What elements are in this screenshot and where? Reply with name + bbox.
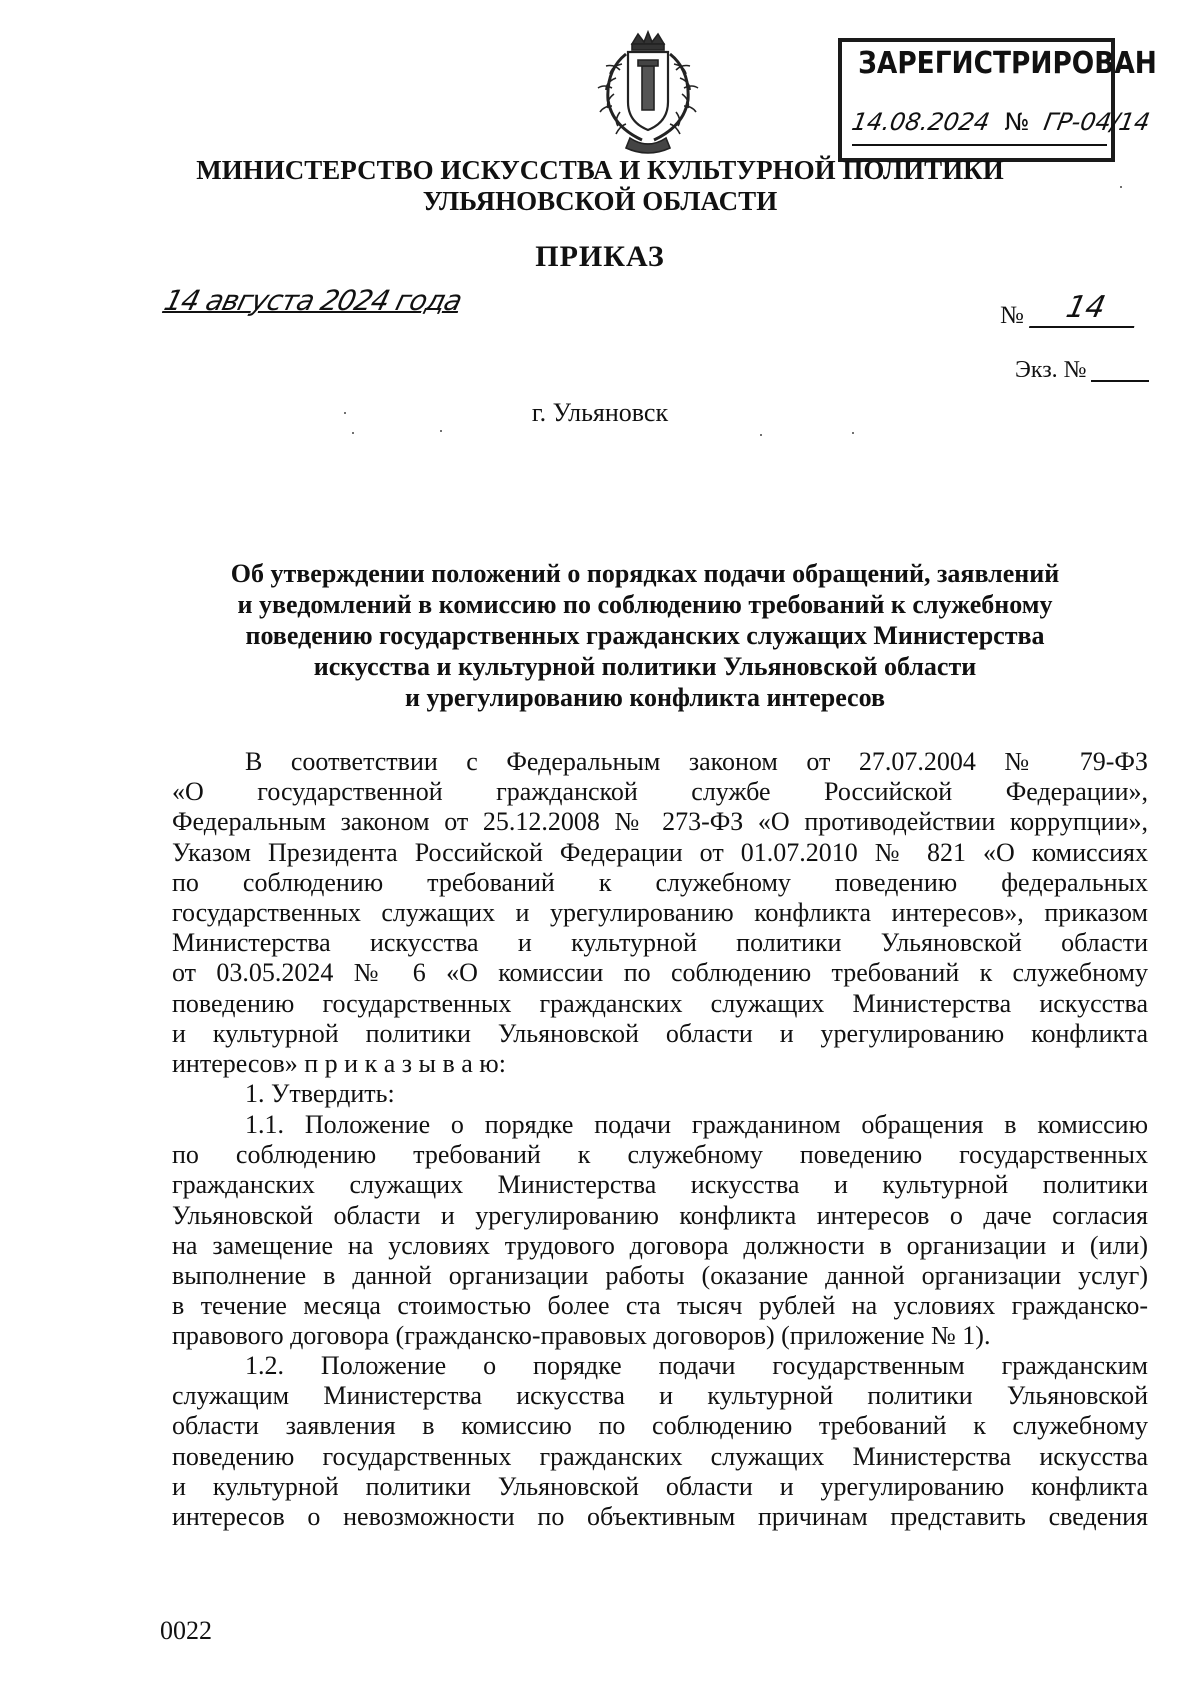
stamp-date: 14.08.2024 xyxy=(849,108,992,136)
body-paragraph-item-1-2 xyxy=(172,1351,1148,1532)
coat-of-arms-emblem xyxy=(592,30,704,158)
scan-speck xyxy=(440,430,442,432)
body-line: 1.2. Положение о порядке подачи государственным гражданским xyxy=(245,1351,1148,1380)
body-line: выполнение в данной организации работы (оказание данной организации услуг) xyxy=(172,1261,1148,1291)
body-line: служащим Министерства искусства и культурной политики Ульяновской xyxy=(172,1381,1148,1411)
body-line: Ульяновской области и урегулированию конфликта интересов о даче согласия xyxy=(172,1200,1148,1230)
scan-speck xyxy=(852,432,854,434)
body-paragraph-item-1-1 xyxy=(172,1110,1148,1352)
order-number-value: 14 xyxy=(1029,290,1142,328)
body-line: гражданских служащих Министерства искусства и культурной политики xyxy=(172,1170,1148,1200)
body-line: по соблюдению требований к служебному поведению государственных xyxy=(172,1140,1148,1170)
body-line: по соблюдению требований к служебному поведению федеральных xyxy=(172,867,1148,897)
body-line: правового договора (гражданско-правовых договоров) (приложение № 1). xyxy=(172,1321,991,1351)
body-line: государственных служащих и урегулированию конфликта интересов», приказом xyxy=(172,898,1148,928)
copy-number-blank xyxy=(1091,380,1149,382)
stamp-number-sign: № xyxy=(1004,108,1030,136)
body-line: интересов» п р и к а з ы в а ю: xyxy=(172,1049,506,1079)
body-line: 1.1. Положение о порядке подачи гражданином обращения в комиссию xyxy=(245,1110,1148,1139)
handwritten-date: 14 августа 2024 года xyxy=(160,284,465,317)
body-paragraph-approve xyxy=(172,1079,1148,1109)
subject-line: и уведомлений в комиссию по соблюдению требований к служебному xyxy=(237,590,1053,619)
copy-number-label: Экз. № xyxy=(1015,357,1087,383)
page-code: 0022 xyxy=(160,1616,212,1645)
ministry-name-line2: УЛЬЯНОВСКОЙ ОБЛАСТИ xyxy=(422,186,778,216)
body-line: в течение месяца стоимостью более ста тысяч рублей на условиях гражданско- xyxy=(172,1291,1148,1321)
body-paragraph-preamble xyxy=(172,747,1148,1079)
body-line: поведению государственных гражданских служащих Министерства искусства xyxy=(172,1441,1148,1471)
body-line: интересов о невозможности по объективным причинам представить сведения xyxy=(172,1502,1148,1532)
body-line: В соответствии с Федеральным законом от 27.07.2004 № 79-ФЗ xyxy=(245,747,1148,776)
subject-line: Об утверждении положений о порядках подачи обращений, заявлений xyxy=(230,559,1060,588)
scan-speck xyxy=(352,432,354,434)
order-subject xyxy=(170,558,1120,713)
ministry-name-line1: МИНИСТЕРСТВО ИСКУССТВА И КУЛЬТУРНОЙ ПОЛИТИКИ xyxy=(196,155,1004,185)
scan-speck xyxy=(344,412,346,414)
stamp-registration-line xyxy=(849,104,1153,154)
body-line: поведению государственных гражданских служащих Министерства искусства xyxy=(172,988,1148,1018)
stamp-number: ГР-04/14 xyxy=(1041,108,1153,136)
body-line: Федеральным законом от 25.12.2008 № 273-ФЗ «О противодействии коррупции», xyxy=(172,807,1148,837)
subject-line: искусства и культурной политики Ульяновской области xyxy=(313,652,977,681)
ministry-header xyxy=(0,155,1200,217)
registration-stamp xyxy=(838,38,1157,162)
scan-speck xyxy=(1120,186,1122,188)
body-line: 1. Утвердить: xyxy=(245,1079,395,1108)
city-line: г. Ульяновск xyxy=(531,398,669,427)
subject-line: и урегулированию конфликта интересов xyxy=(404,683,885,712)
body-line: Министерства искусства и культурной политики Ульяновской области xyxy=(172,928,1148,958)
body-line: области заявления в комиссию по соблюдению требований к служебному xyxy=(172,1411,1148,1441)
subject-line: поведению государственных гражданских служащих Министерства xyxy=(245,621,1045,650)
body-line: на замещение на условиях трудового договора должности в организации и (или) xyxy=(172,1230,1148,1260)
stamp-title: ЗАРЕГИСТРИРОВАН xyxy=(858,46,1157,81)
body-line: от 03.05.2024 № 6 «О комиссии по соблюдению требований к служебному xyxy=(172,958,1148,988)
document-type-title: ПРИКАЗ xyxy=(535,240,665,273)
stamp-underline xyxy=(852,144,1107,146)
order-number-label: № xyxy=(1000,302,1024,329)
scan-speck xyxy=(760,434,762,436)
body-line: Указом Президента Российской Федерации от 01.07.2010 № 821 «О комиссиях xyxy=(172,837,1148,867)
body-line: и культурной политики Ульяновской области и урегулированию конфликта xyxy=(172,1471,1148,1501)
body-line: «О государственной гражданской службе Российской Федерации», xyxy=(172,777,1148,807)
body-line: и культурной политики Ульяновской области и урегулированию конфликта xyxy=(172,1018,1148,1048)
